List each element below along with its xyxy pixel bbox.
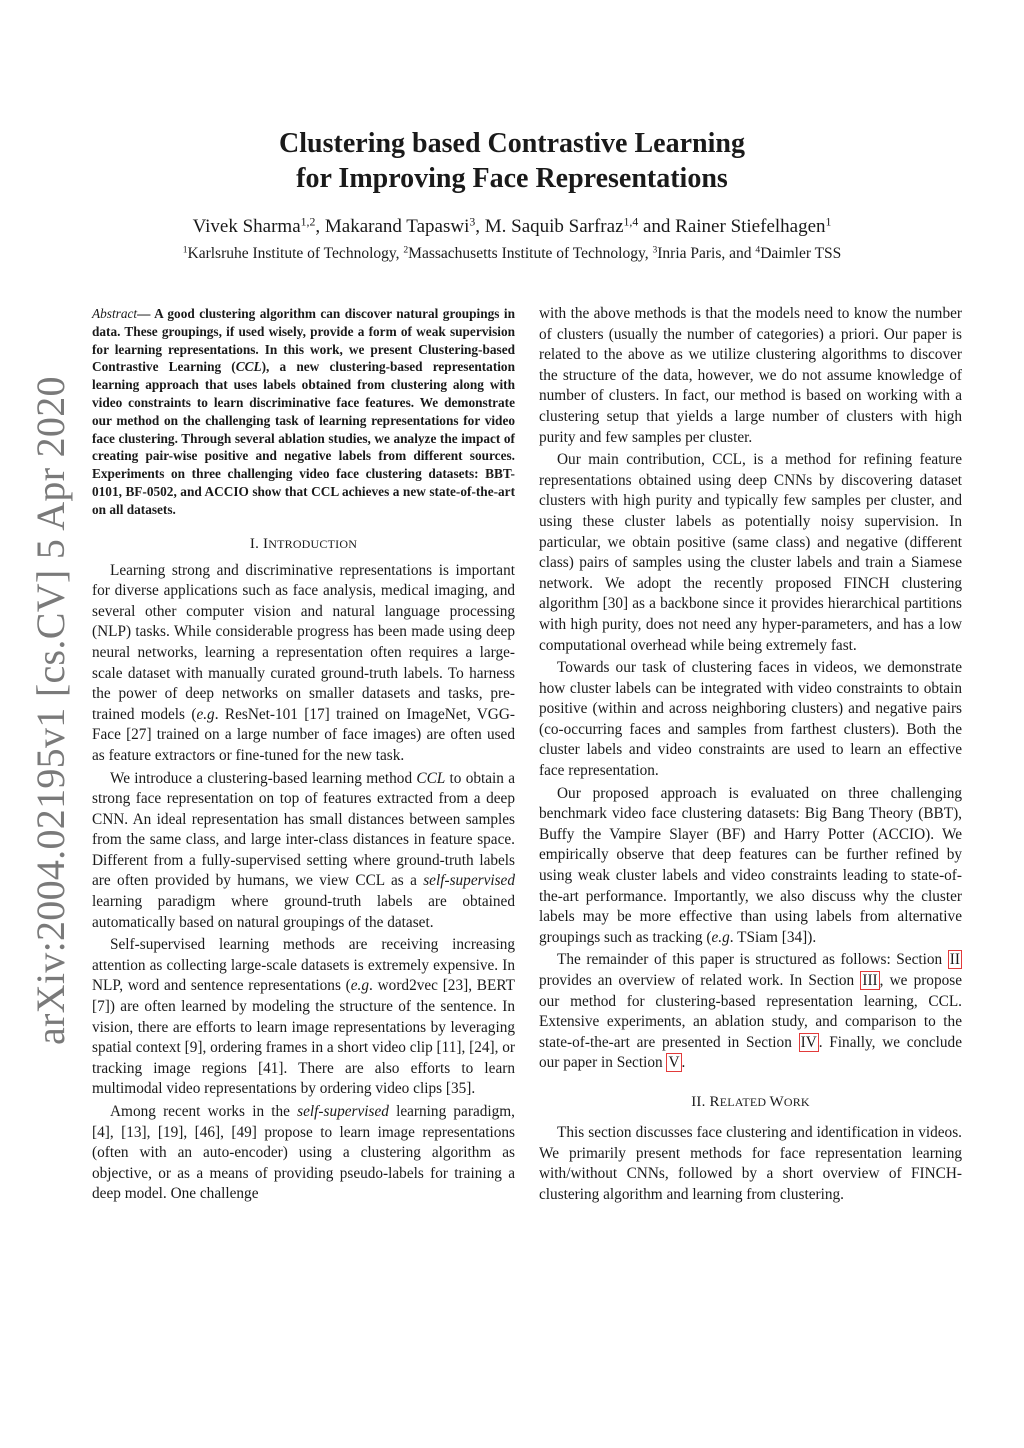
arxiv-identifier: arXiv:2004.02195v1 [cs.CV] 5 Apr 2020 [28,376,73,1045]
author-affiliation-mark: 1,2 [300,215,316,229]
author-name: , Makarand Tapaswi [315,216,470,237]
right-column [539,304,962,1207]
author-name: Vivek Sharma [192,216,301,237]
author-affiliation-mark: 3 [469,215,476,229]
paragraph: The remainder of this paper is structured as follows: Section II provides an overview of related work. In Section III , we propose our method for clustering-based representation learning, CCL. Extensive experiments, an ablation study, and comparison to the state-of-the-art are presented in Section IV . Finally, we conclude our paper in Section V . [539,951,962,1072]
section-link[interactable]: IV [800,1033,817,1051]
abstract-label: Abstract [92,306,138,321]
paragraph: Our proposed approach is evaluated on three challenging benchmark video face clustering datasets: Big Bang Theory (BBT), Buffy the Vampire Slayer (BF) and Harry Potter (ACCIO). We empirically observe that deep features can be further refined by using weak cluster labels and video constraints leading to state-of-the-art performance. Importantly, we also discuss why the cluster labels may be more effective than using labels from alternative groupings such as tracking (e.g. TSiam [34]). [539,784,962,946]
title-line-1: Clustering based Contrastive Learning [279,128,745,159]
author-name: and Rainer Stiefelhagen [638,216,826,237]
paragraph: Self-supervised learning methods are receiving increasing attention as collecting large-scale datasets is extremely expensive. In NLP, word and sentence representations (e.g. word2vec [23], BERT [7]) are often learned by modeling the structure of the sentence. In vision, there are efforts to learn image representations by leveraging spatial context [9], ordering frames in a short video clip [11], [24], or tracking image regions [41]. There are also efforts to learn multimodal video representations by ordering video clips [35]. [92,936,515,1098]
section-heading-related-work: II. RELATED WORK [691,1093,810,1110]
paper-title [0,126,1024,196]
author-list [0,216,1024,238]
affiliation-list: $^1$Karlsruhe Institute of Technology, $^2$Massachusetts Institute of Technology, $^3$Inria Paris, and $^4$Daimler TSS [182,244,842,262]
abstract: Abstract— A good clustering algorithm can discover natural groupings in data. These groupings, if used wisely, provide a form of weak supervision for learning representations. In this work, we present Clustering-based Contrastive Learning (CCL), a new clustering-based representation learning approach that uses labels obtained from clustering along with video constraints to learn discriminative face features. We demonstrate our method on the challenging task of learning representations for video face clustering. Through several ablation studies, we analyze the impact of creating pair-wise positive and negative labels from different sources. Experiments on three challenging video face clustering datasets: BBT-0101, BF-0502, and ACCIO show that CCL achieves a new state-of-the-art on all datasets. [92,306,515,517]
title-line-2: for Improving Face Representations [296,163,728,194]
paragraph: Learning strong and discriminative representations is important for diverse applications such as face analysis, medical imaging, and several other computer vision and natural language processing (NLP) tasks. While considerable progress has been made using deep neural networks, learning a representation often requires a large-scale dataset with manually curated ground-truth labels. To harness the power of deep networks on smaller datasets and tasks, pre-trained models (e.g. ResNet-101 [17] trained on ImageNet, VGG-Face [27] trained on a large number of face images) are often used as feature extractors or fine-tuned for the new task. [92,561,515,764]
left-column [92,305,515,1207]
paragraph: Among recent works in the self-supervised learning paradigm, [4], [13], [19], [46], [49] propose to learn image representations (often with an auto-encoder) using a clustering algorithm as objective, or as a means of providing pseudo-labels for training a deep model. One challenge [92,1103,515,1203]
paragraph: We introduce a clustering-based learning method CCL to obtain a strong face representation on top of features extracted from a deep CNN. An ideal representation has small distances between samples from the same class, and large inter-class distances in feature space. Different from a fully-supervised setting where ground-truth labels are often provided by humans, we view CCL as a self-supervised learning paradigm where ground-truth labels are obtained automatically based on natural groupings of the dataset. [92,769,515,931]
paragraph: Our main contribution, CCL, is a method for refining feature representations obtained using deep CNNs by discovering dataset clusters with high purity and typically few samples per cluster, and using these cluster labels as potentially noisy supervision. In particular, we obtain positive (same class) and negative (different class) pairs of samples using the cluster labels and train a Siamese network. We adopt the recently proposed FINCH clustering algorithm [30] as a backbone since it provides hierarchical partitions with high purity, does not need any hyper-parameters, and has a low computational overhead while being extremely fast. [539,451,962,654]
author-affiliation-mark: 1,4 [623,215,639,229]
section-link[interactable]: V [668,1054,680,1072]
author-name: , M. Saquib Sarfraz [475,216,624,237]
section-link[interactable]: II [949,951,960,969]
paragraph: with the above methods is that the models need to know the number of clusters (usually the number of categories) a priori. Our paper is related to the above as we utilize clustering algorithms to discover the structure of the data, however, we do not assume knowledge of number of clusters. In fact, our method is based on working with a clustering setup that yields a large number of clusters with high purity and few samples per cluster. [539,305,962,446]
paragraph: This section discusses face clustering and identification in videos. We primarily present methods for face representation learning with/without CNNs, followed by a short overview of FINCH-clustering algorithm and learning from clustering. [539,1123,962,1203]
section-link[interactable]: III [862,972,878,989]
author-affiliation-mark: 1 [825,215,832,229]
section-heading-introduction: I. INTRODUCTION [249,535,358,552]
paragraph: Towards our task of clustering faces in videos, we demonstrate how cluster labels can be integrated with video constraints to obtain positive (within and across neighboring clusters) and negative pairs (co-occurring faces and samples from farthest clusters). Both the cluster labels and video constraints are used to learn an effective face representation. [539,659,962,780]
